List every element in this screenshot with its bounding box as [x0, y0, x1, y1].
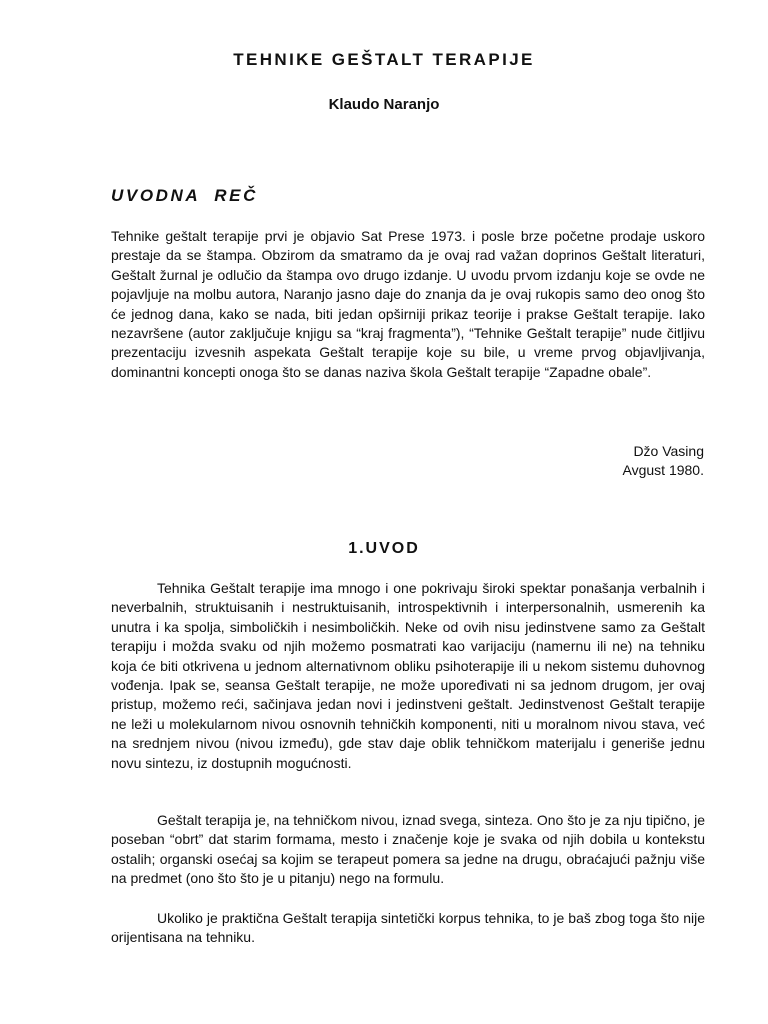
foreword-paragraph: Tehnike geštalt terapije prvi je objavio Sat Prese 1973. i posle brze početne prodaje uskoro prestaje da se štampa. Obzirom da smatramo da je ovaj rad važan doprinos Geštalt literaturi, Geštalt žurnal je odlučio da štampa ovo drugo izdanje. U uvodu prvom izdanju koje se ovde ne pojavljuje na molbu autora, Naranjo jasno daje do znanja da je ovaj rukopis samo deo onog što će jednog dana, kako se nada, biti jedan opširniji prikaz teorije i prakse Geštalt terapije. Iako nezavršene (autor zaključuje knjigu sa “kraj fragmenta”), “Tehnike Geštalt terapije” nude čitljivu prezentaciju izvesnih aspekata Geštalt terapije koje su bile, u vreme prvog objavljivanja, dominantni koncepti onoga što se danas naziva škola Geštalt terapije “Zapadne obale”.	[111, 228, 705, 380]
chapter-paragraph-1: Tehnika Geštalt terapije ima mnogo i one pokrivaju široki spektar ponašanja verbalnih i neverbalnih, struktuisanih i nestruktuisanih, introspektivnih i interpersonalnih, usmerenih ka unutra i ka spolja, simboličkih i nesimboličkih. Neke od ovih nisu jedinstvene samo za Geštalt terapiju i možda svaku od njih možemo posmatrati kao varijaciju (namernu ili ne) na tehniku koja će biti otkrivena u jednom alternativnom obliku psihoterapije ili u nekom sistemu duhovnog vođenja. Ipak se, seansa Geštalt terapije, ne može upoređivati ni sa jednom drugom, jer ovaj pristup, možemo reći, sačinjava jedan novi i jedinstveni geštalt. Jedinstvenost Geštalt terapije ne leži u molekularnom nivou osnovnih tehničkih komponenti, niti u moralnom nivou stava, već na srednjem nivou (nivou između), gde stav daje oblik tehničkom materijalu i generiše jednu novu sintezu, iz dostupnih mogućnosti.	[111, 580, 705, 771]
signature-name: Džo Vasing	[633, 443, 704, 459]
foreword-heading: UVODNA REČ	[111, 186, 258, 205]
signature-date: Avgust 1980.	[622, 462, 704, 479]
document-title: TEHNIKE GEŠTALT TERAPIJE	[233, 50, 535, 69]
chapter-paragraph-2: Geštalt terapija je, na tehničkom nivou, iznad svega, sinteza. Ono što je za nju tipično, je poseban “obrt” dat starim formama, mesto i značenje koje je svaka od njih dobila u kontekstu ostalih; organski osećaj sa kojim se terapeut pomera sa jedne na drugu, obraćajući pažnju više na predmet (ono što što je u pitanju) nego na formulu.	[111, 812, 705, 887]
foreword-signature	[623, 442, 704, 481]
chapter-paragraph-3: Ukoliko je praktična Geštalt terapija sintetički korpus tehnika, to je baš zbog toga što nije orijentisana na tehniku.	[111, 910, 705, 946]
chapter-heading: 1.UVOD	[348, 540, 420, 557]
document-author: Klaudo Naranjo	[328, 96, 440, 113]
